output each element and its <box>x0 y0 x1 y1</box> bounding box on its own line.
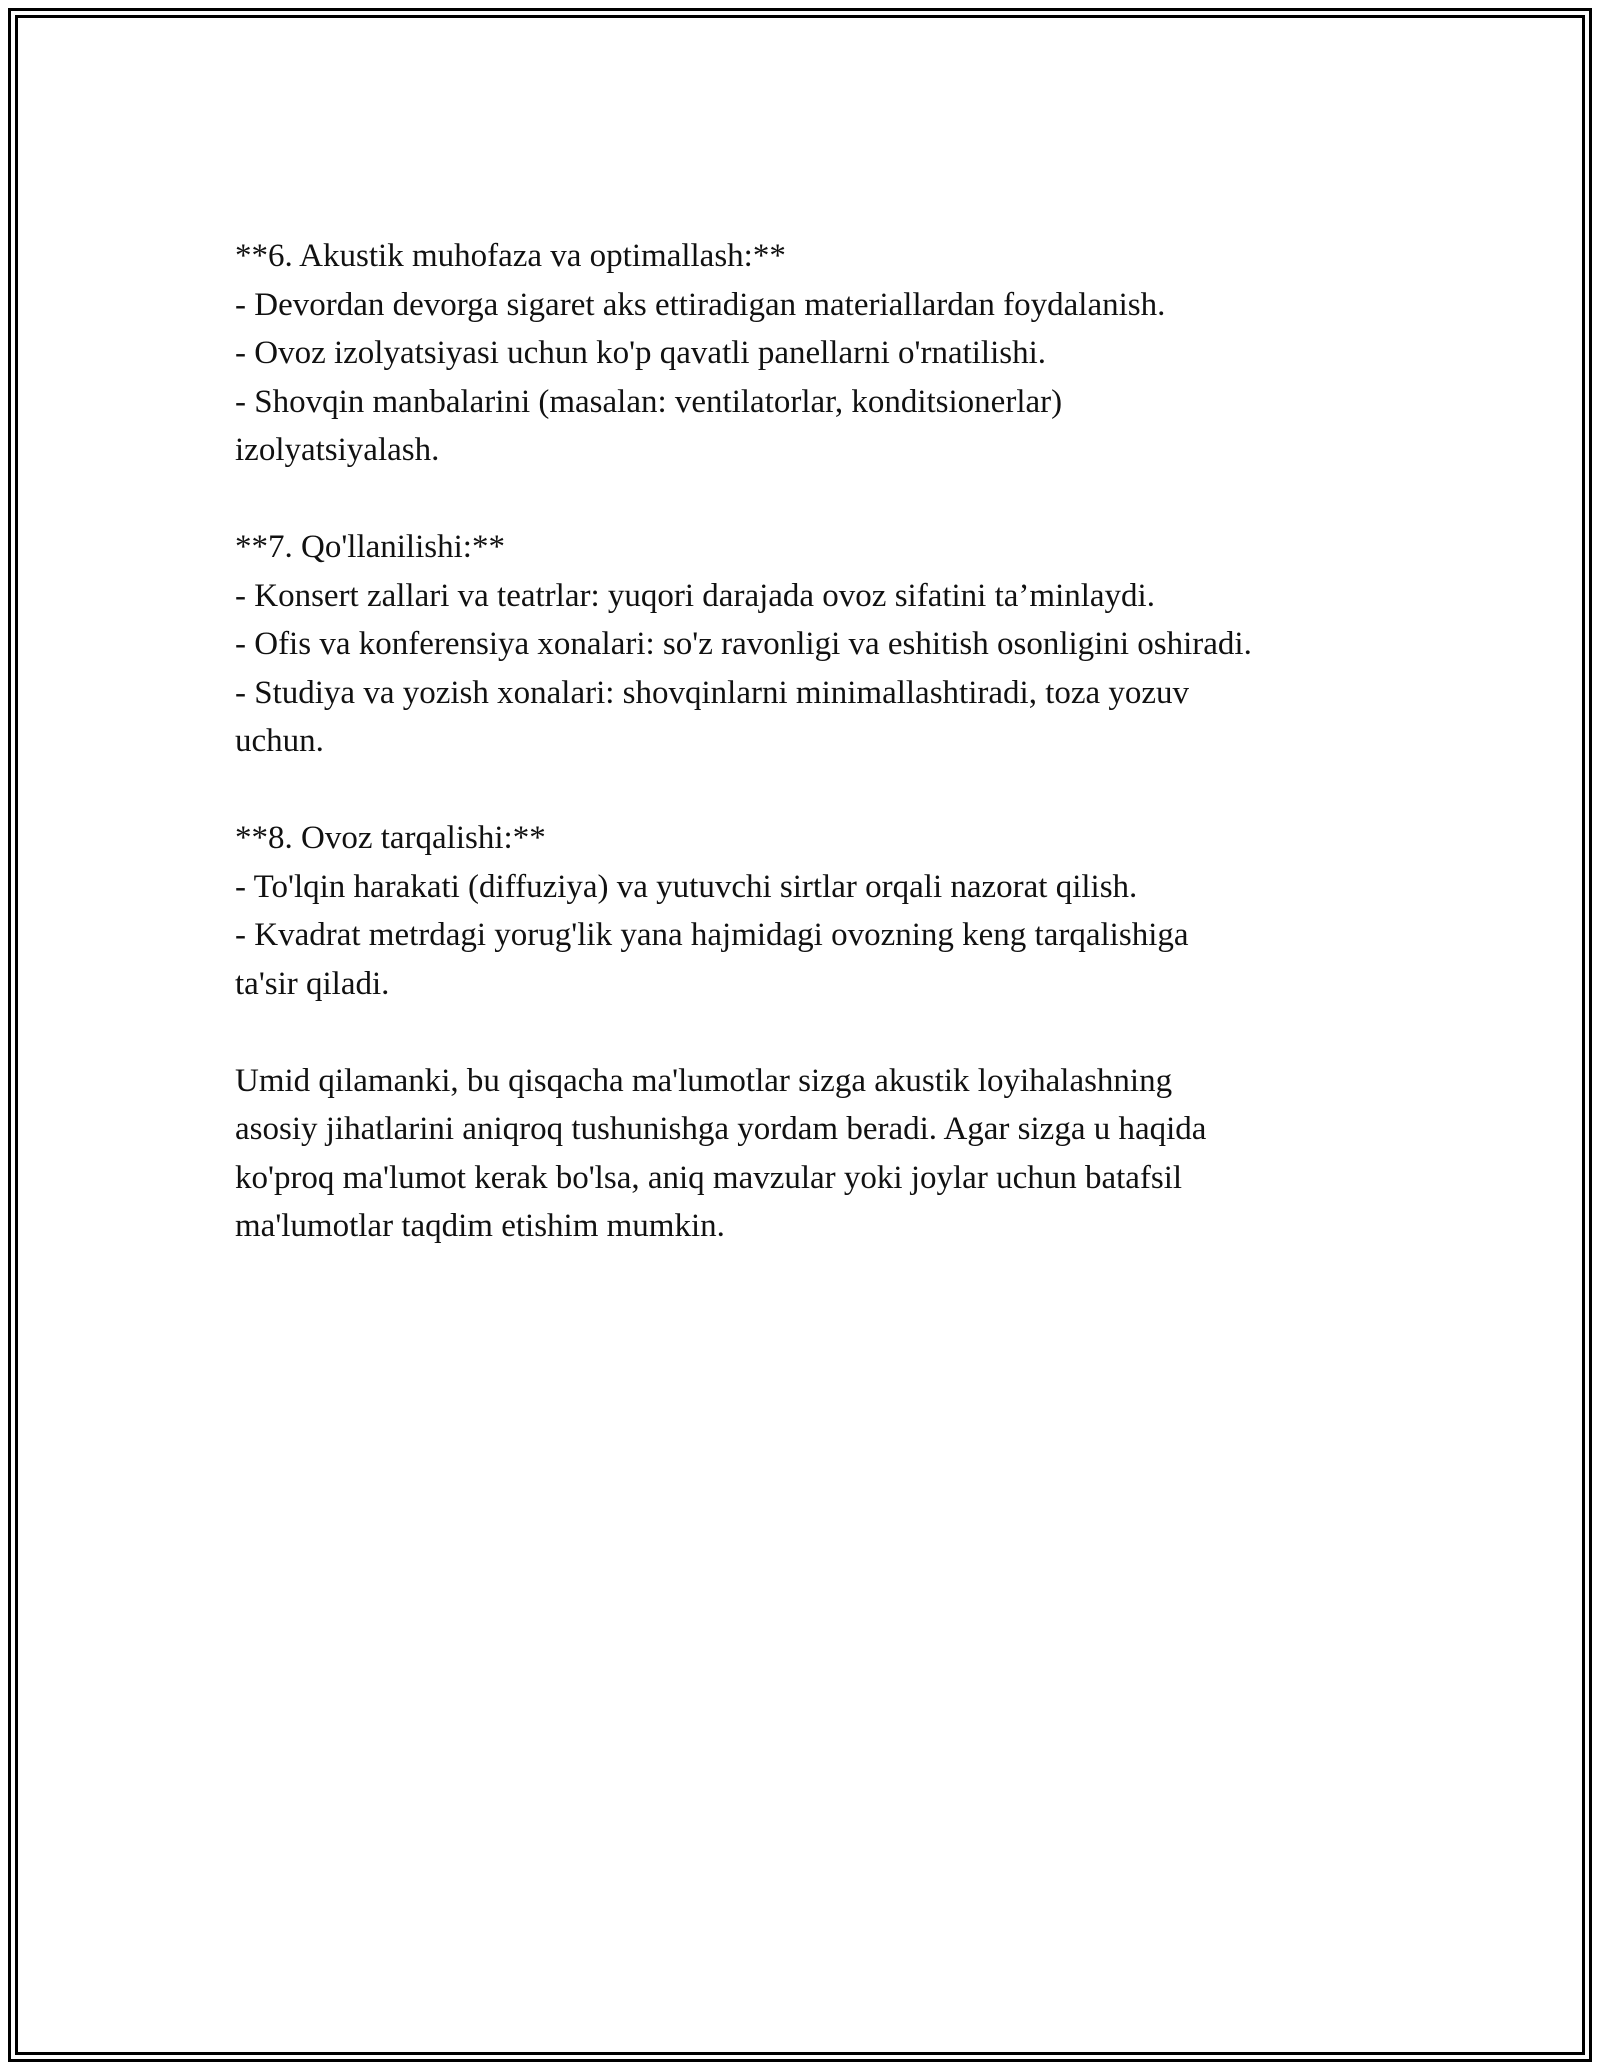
closing-line: ko'proq ma'lumot kerak bo'lsa, aniq mavzular yoki joylar uchun batafsil <box>235 1159 1183 1196</box>
list-item: - Shovqin manbalarini (masalan: ventilatorlar, konditsionerlar) <box>235 383 1063 420</box>
list-item-continuation: uchun. <box>235 723 324 759</box>
section-sound-distribution <box>235 814 1385 1008</box>
list-item: - Konsert zallari va teatrlar: yuqori darajada ovoz sifatini ta’minlaydi. <box>235 577 1155 614</box>
list-item-continuation: izolyatsiyalash. <box>235 432 440 468</box>
list-item: - Devordan devorga sigaret aks ettiradigan materiallardan foydalanish. <box>235 286 1166 323</box>
list-item: - Studiya va yozish xonalari: shovqinlarni minimallashtiradi, toza yozuv <box>235 674 1190 711</box>
list-item-continuation: ta'sir qiladi. <box>235 965 390 1002</box>
section-heading: **7. Qo'llanilishi:** <box>235 529 505 565</box>
list-item: - Ovoz izolyatsiyasi uchun ko'p qavatli panellarni o'rnatilishi. <box>235 335 1047 371</box>
section-heading: **6. Akustik muhofaza va optimallash:** <box>235 238 786 274</box>
section-heading: **8. Ovoz tarqalishi:** <box>235 820 546 856</box>
section-applications <box>235 523 1385 766</box>
closing-line: asosiy jihatlarini aniqroq tushunishga yordam beradi. Agar sizga u haqida <box>235 1111 1207 1147</box>
closing-line: Umid qilamanki, bu qisqacha ma'lumotlar sizga akustik loyihalashning <box>235 1062 1173 1099</box>
list-item: - Ofis va konferensiya xonalari: so'z ravonligi va eshitish osonligini oshiradi. <box>235 626 1252 662</box>
list-item: - Kvadrat metrdagi yorug'lik yana hajmidagi ovozning keng tarqalishiga <box>235 917 1189 953</box>
list-item: - To'lqin harakati (diffuziya) va yutuvchi sirtlar orqali nazorat qilish. <box>235 868 1138 905</box>
document-body <box>235 232 1385 1299</box>
closing-paragraph <box>235 1057 1385 1251</box>
closing-line: ma'lumotlar taqdim etishim mumkin. <box>235 1208 725 1244</box>
section-acoustic-protection <box>235 232 1385 475</box>
